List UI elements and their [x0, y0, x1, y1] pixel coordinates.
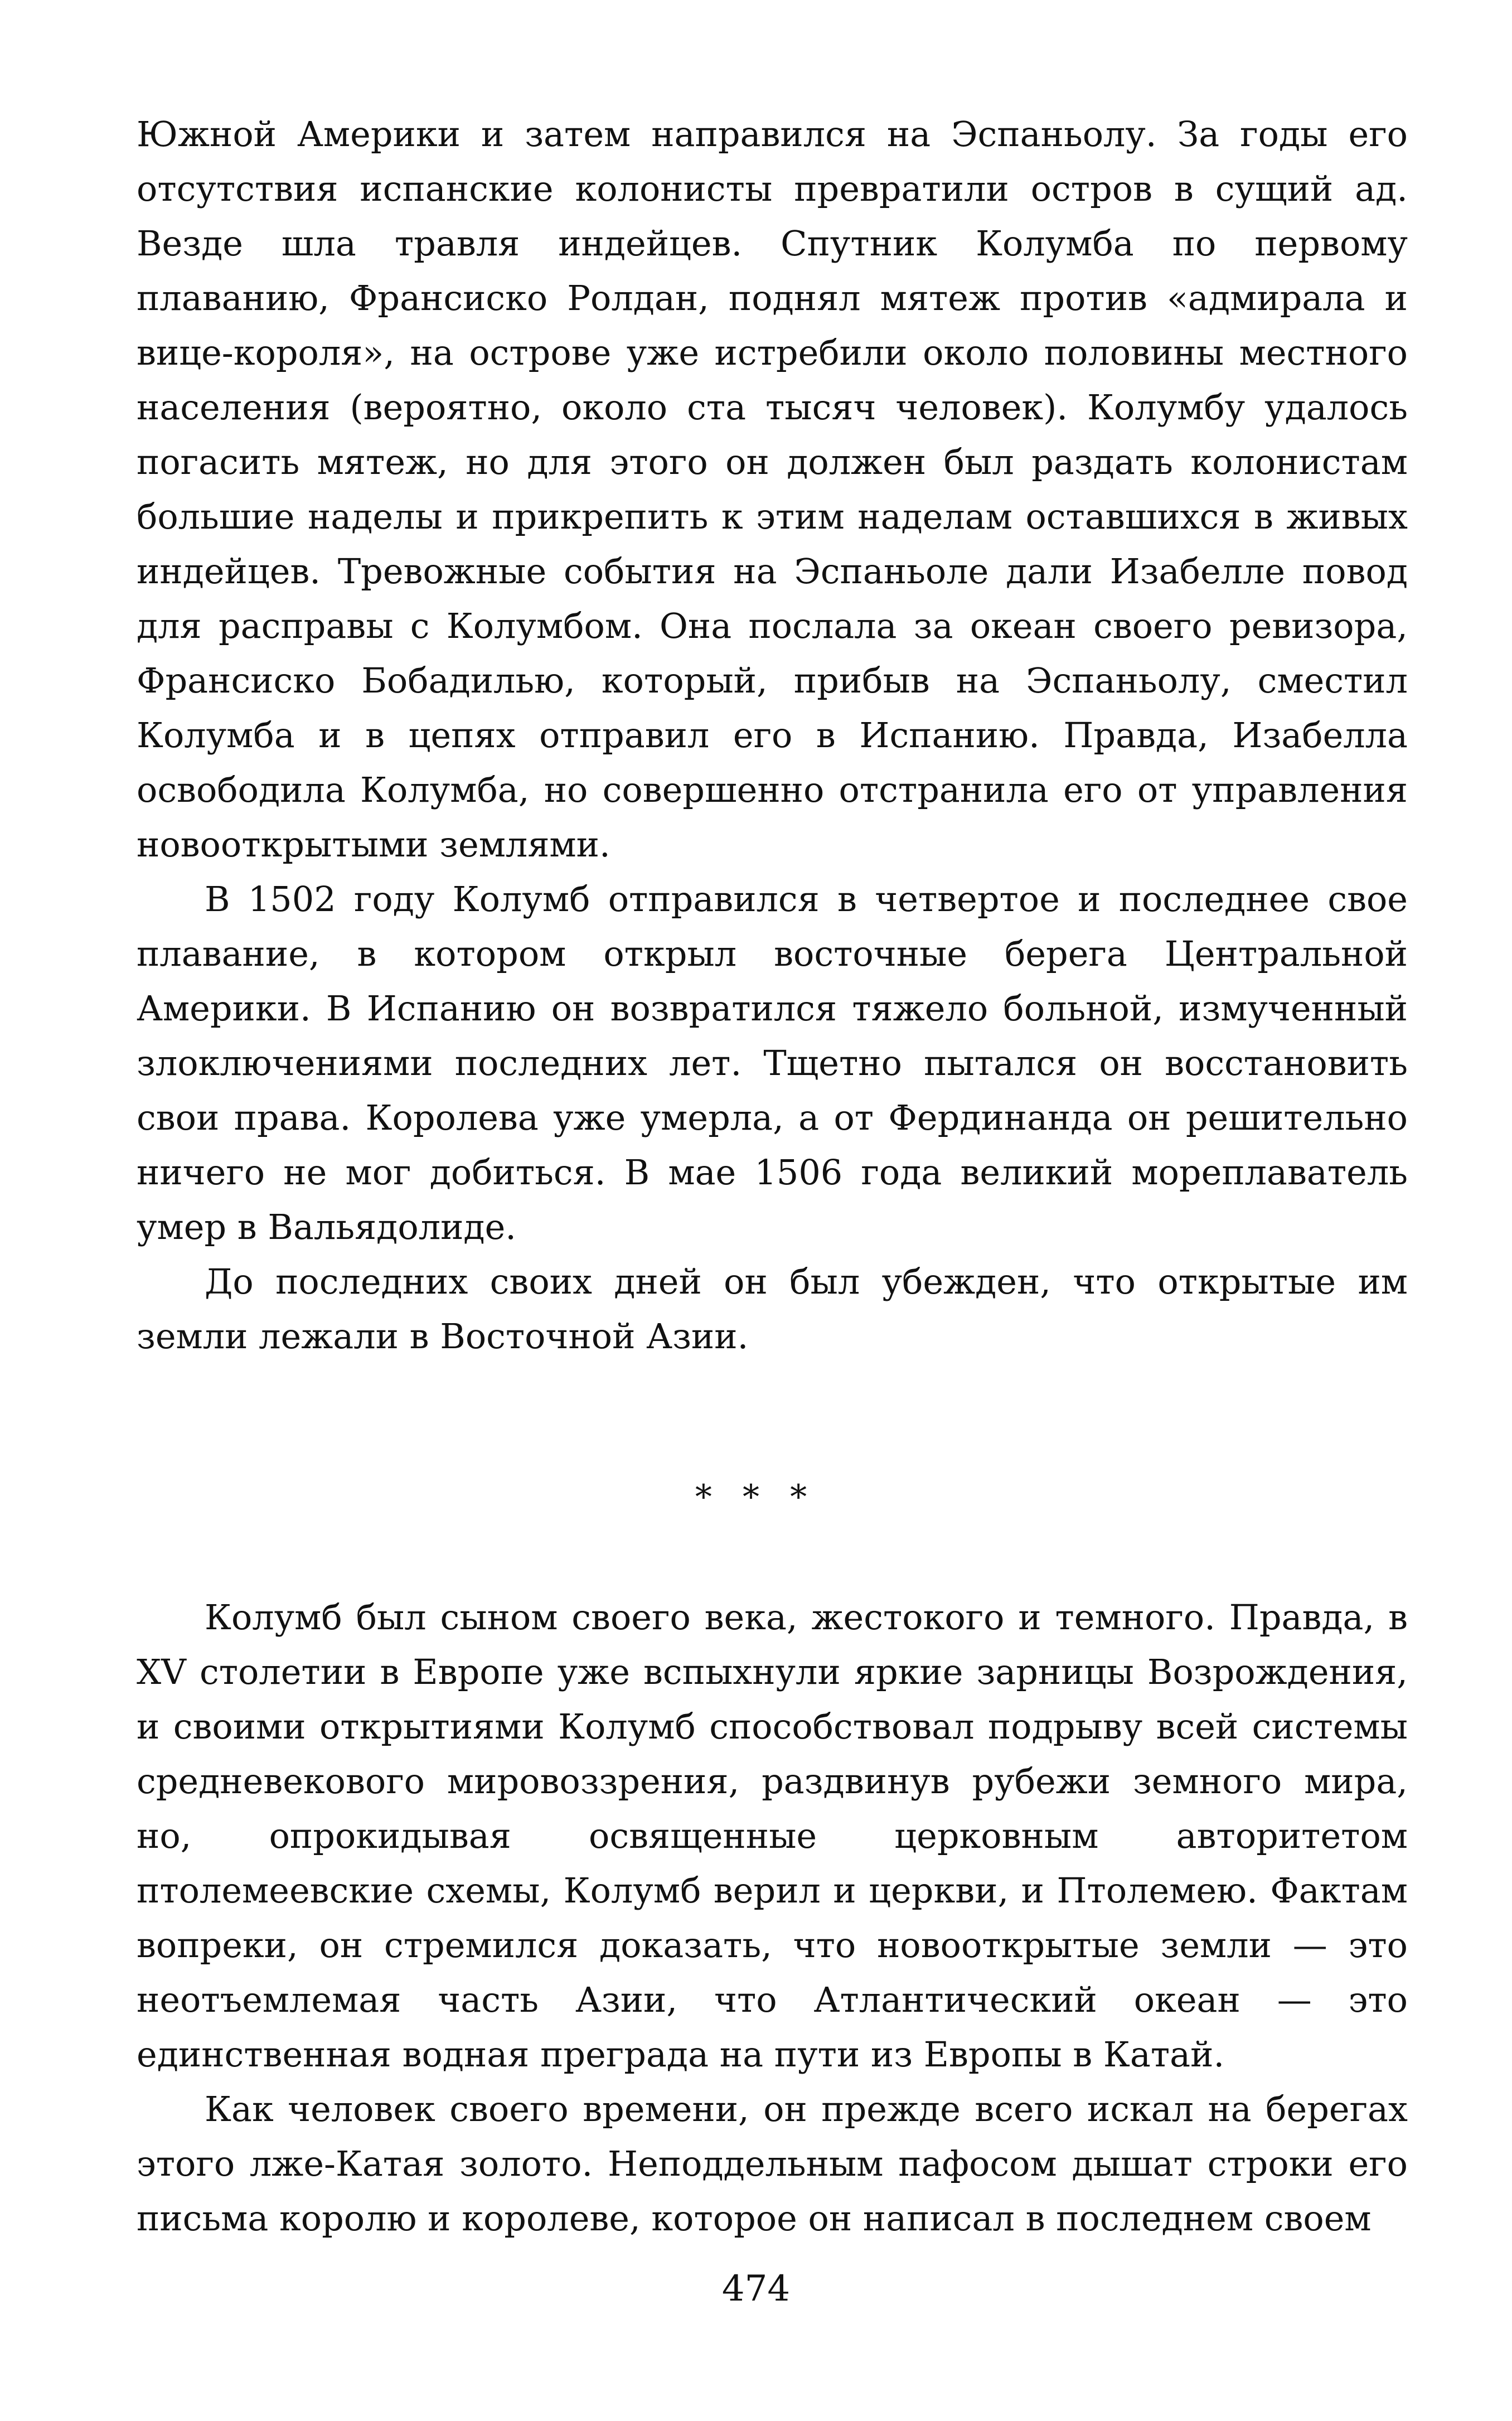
page-number: 474: [721, 2268, 791, 2309]
paragraph-fourth-voyage: В 1502 году Колумб отправился в четвертое и последнее свое плавание, в котором открыл восточные берега Центральной Америки. В Испанию он возвратился тяжело больной, измученный злоключениями последних лет. Тщетно пытался он восстановить свои права. Королева уже умерла, а от Фердинанда он решительно ничего не мог добиться. В мае 1506 года великий мореплаватель умер в Вальядолиде.: [137, 879, 1408, 1247]
paragraph-son-of-his-age: Колумб был сыном своего века, жестокого и темного. Правда, в XV столетии в Европе уже вспыхнули яркие зарницы Возрождения, и своими открытиями Колумб способствовал подрыву всей системы средневекового мировоззрения, раздвинув рубежи земного мира, но, опрокидывая освященные церковным авторитетом птолемеевские схемы, Колумб верил и церкви, и Птолемею. Фактам вопреки, он стремился доказать, что новооткрытые земли — это неотъемлемая часть Азии, что Атлантический океан — это единственная водная преграда на пути из Европы в Катай.: [137, 1597, 1408, 2075]
section-break-asterisks: * * *: [695, 1478, 817, 1517]
paragraph-hispaniola-mutiny: Южной Америки и затем направился на Эспаньолу. За годы его отсутствия испанские колонисты превратили остров в сущий ад. Везде шла травля индейцев. Спутник Колумба по первому плаванию, Франсиско Ролдан, поднял мятеж против «адмирала и вице-короля», на острове уже истребили около половины местного населения (вероятно, около ста тысяч человек). Колумбу удалось погасить мятеж, но для этого он должен был раздать колонистам большие наделы и прикрепить к этим наделам оставшихся в живых индейцев. Тревожные события на Эспаньоле дали Изабелле повод для расправы с Колумбом. Она послала за океан своего ревизора, Франсиско Бобадилью, который, прибыв на Эспаньолу, сместил Колумба и в цепях отправил его в Испанию. Правда, Изабелла освободила Колумба, но совершенно отстранила его от управления новооткрытыми землями.: [137, 114, 1408, 865]
text-block-upper: [137, 107, 1408, 1364]
paragraph-search-for-gold: Как человек своего времени, он прежде всего искал на берегах этого лже-Катая золото. Неподдельным пафосом дышат строки его письма королю и королеве, которое он написал в последнем своем: [137, 2089, 1408, 2239]
paragraph-east-asia-belief: До последних своих дней он был убежден, что открытые им земли лежали в Восточной Азии.: [137, 1261, 1408, 1357]
text-block-lower: [137, 1590, 1408, 2246]
